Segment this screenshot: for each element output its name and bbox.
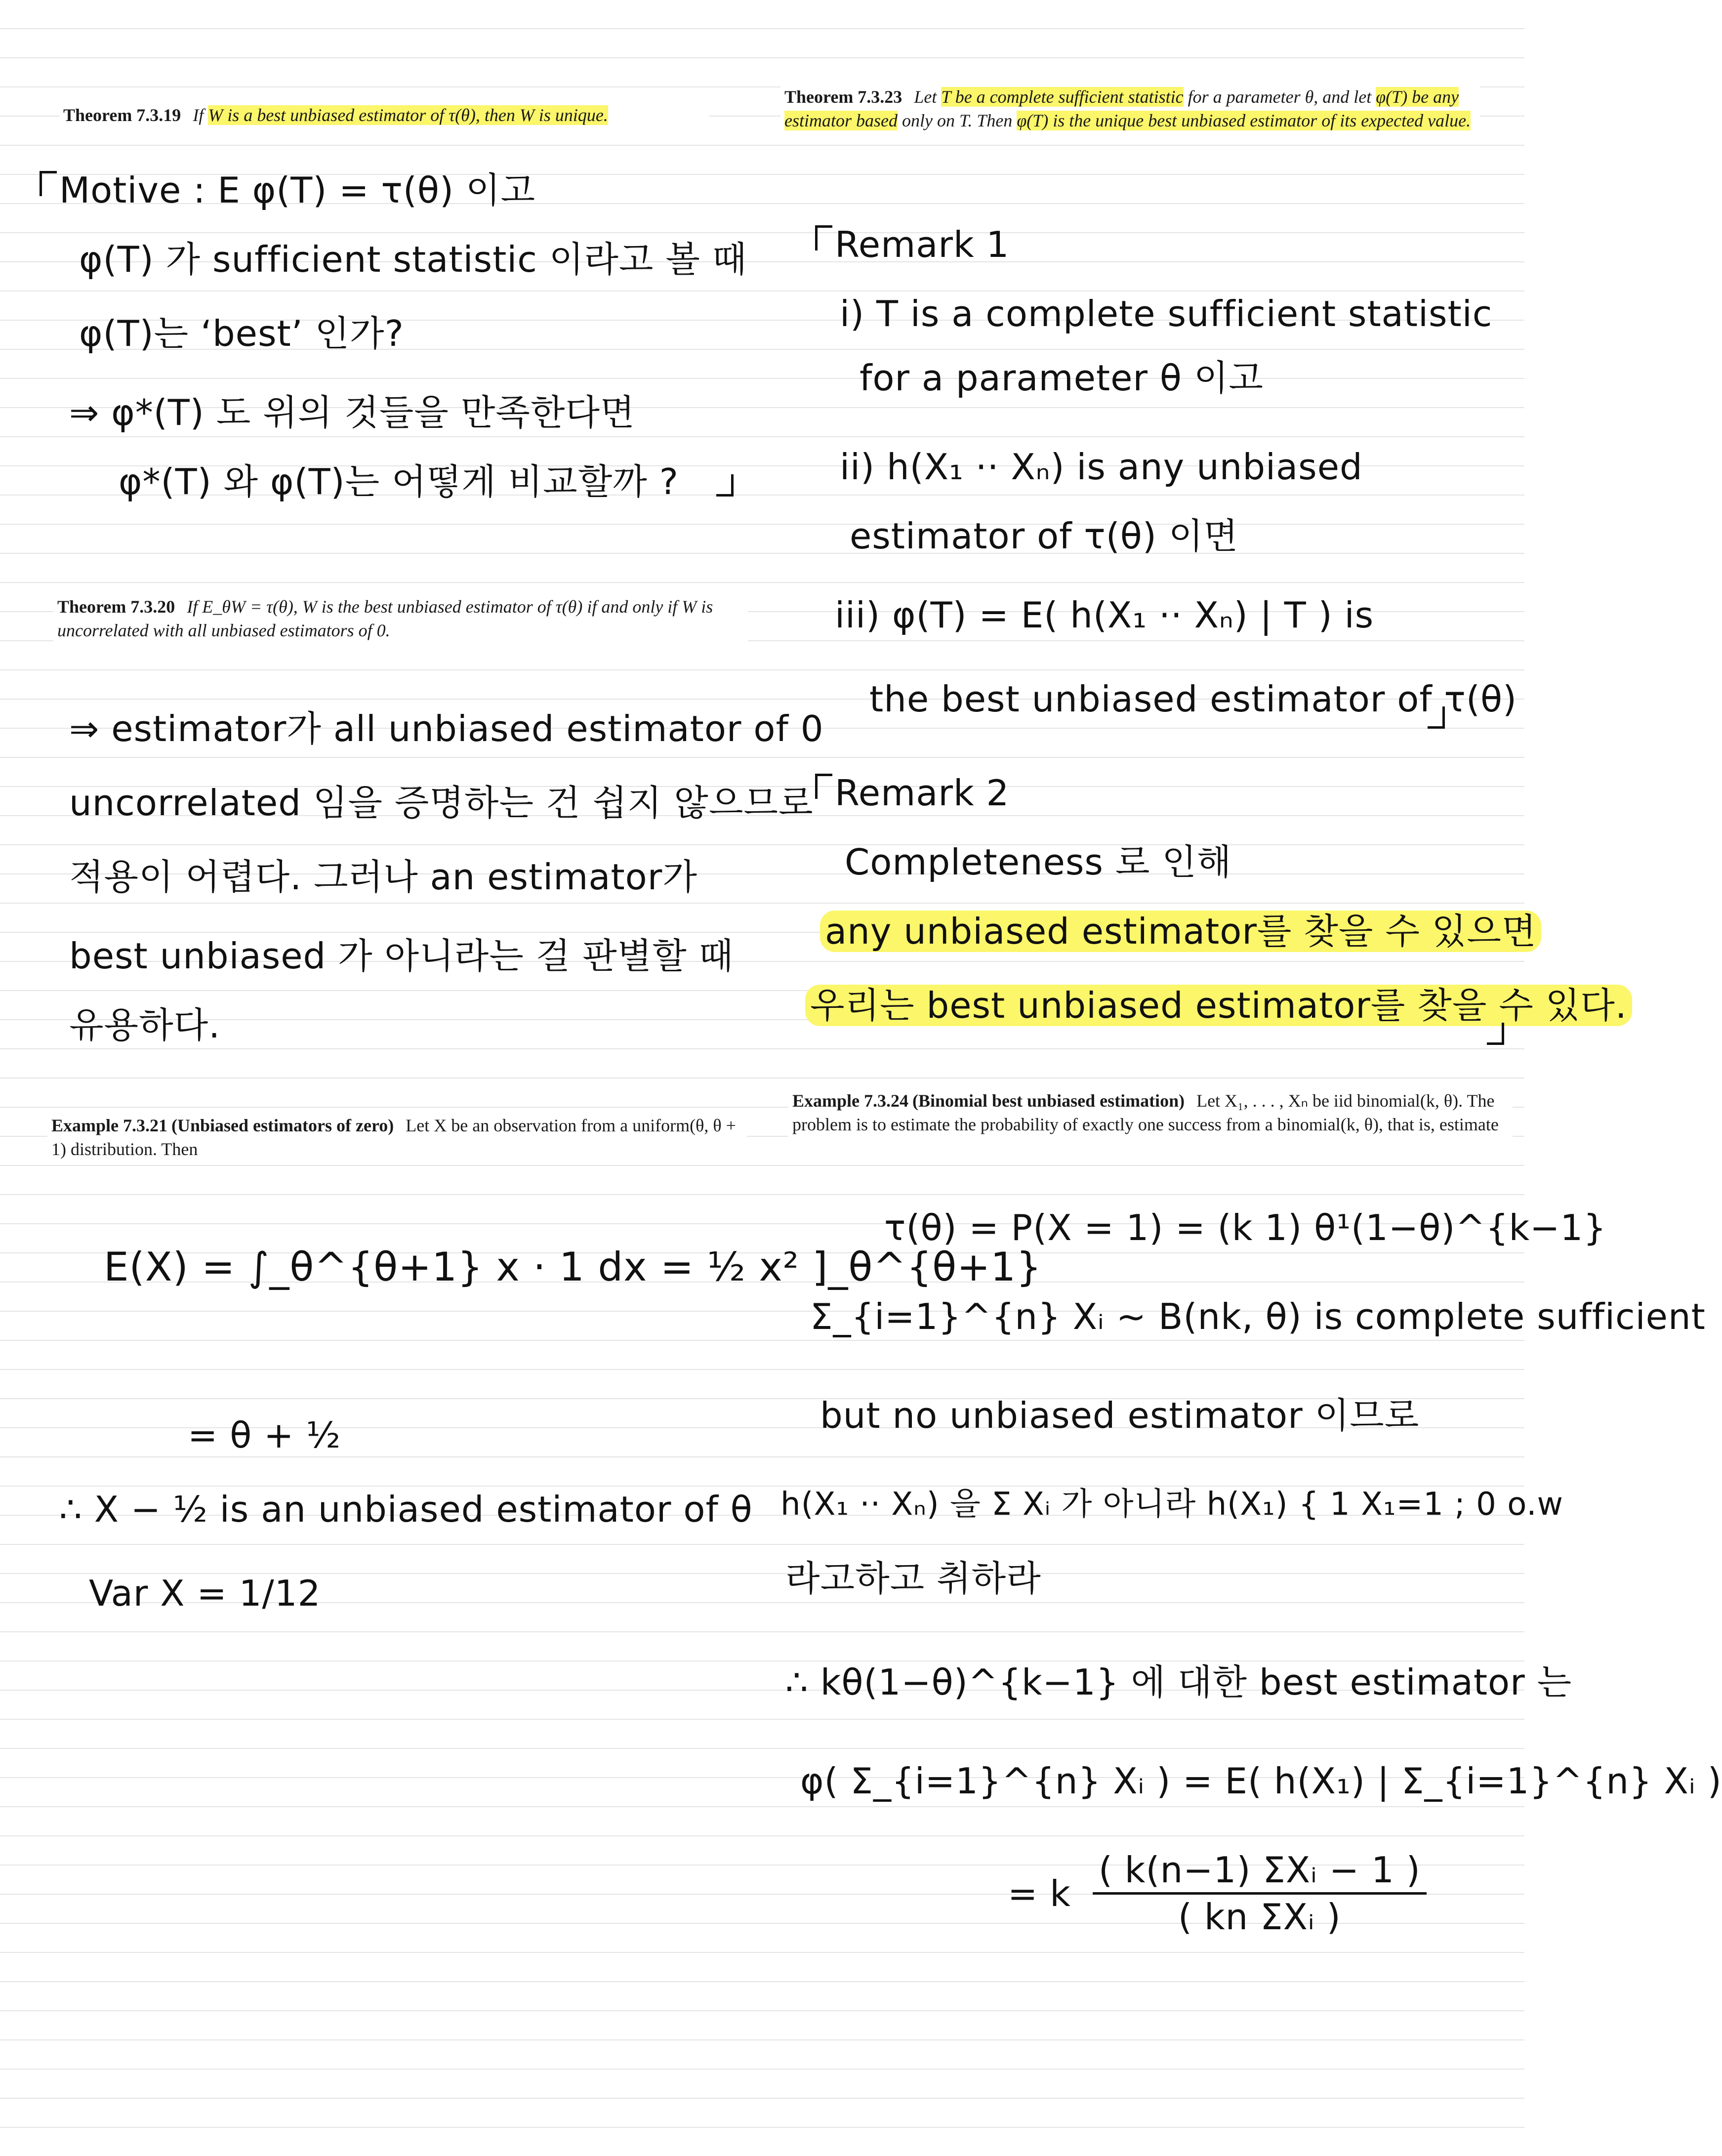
motive-line-5: φ*(T) 와 φ(T)는 어떻게 비교할까 ? bbox=[119, 461, 679, 502]
remark-1-line-4: estimator of τ(θ) 이면 bbox=[850, 515, 1238, 557]
best-estimator-line: ∴ kθ(1−θ)^{k−1} 에 대한 best estimator 는 bbox=[785, 1661, 1572, 1703]
example-label: Example 7.3.24 bbox=[792, 1091, 909, 1111]
expectation-integral: E(X) = ∫_θ^{θ+1} x · 1 dx = ½ x² ]_θ^{θ+1} bbox=[104, 1244, 1042, 1290]
motive-line-1: Motive : E φ(T) = τ(θ) 이고 bbox=[59, 168, 535, 212]
take-line: 라고하고 취하라 bbox=[785, 1558, 1041, 1599]
remark-2-line-3 bbox=[805, 983, 1632, 1028]
remark-1-title: Remark 1 bbox=[835, 222, 1009, 267]
theorem-seg-4-highlight: φ(T) be any estimator based bbox=[784, 87, 1459, 130]
remark-1-line-1: i) T is a complete sufficient statistic bbox=[840, 293, 1493, 334]
theorem-seg-5: only on T. Then bbox=[898, 111, 1017, 130]
motive-close-bracket bbox=[716, 474, 734, 497]
example-title: (Unbiased estimators of zero) bbox=[171, 1116, 394, 1135]
example-7-3-21 bbox=[47, 1112, 747, 1163]
expectation-result: = θ + ½ bbox=[188, 1414, 341, 1456]
remark-2-line-1: Completeness 로 인해 bbox=[845, 841, 1232, 883]
remark-1-line-3: ii) h(X₁ ·· Xₙ) is any unbiased bbox=[840, 446, 1363, 488]
fraction-numerator: ( k(n−1) ΣXᵢ − 1 ) bbox=[1093, 1848, 1427, 1895]
example-text: Let X₁, . . . , Xₙ be iid binomial(k, θ). The problem is to estimate the probability of exactly one success from a binomial(k, θ), that is, estimate bbox=[792, 1091, 1499, 1134]
note-2-line-1: ⇒ estimator가 all unbiased estimator of 0 bbox=[69, 708, 824, 749]
remark-1-line-2: for a parameter θ 이고 bbox=[860, 357, 1264, 399]
theorem-seg-1: Let bbox=[914, 87, 942, 107]
fraction bbox=[1093, 1848, 1427, 1939]
remark-2-highlight-2: 우리는 best unbiased estimator를 찾을 수 있다. bbox=[805, 985, 1632, 1026]
remark-2-close-bracket bbox=[1487, 1023, 1504, 1045]
remark-1-close-bracket bbox=[1428, 706, 1445, 729]
example-7-3-24 bbox=[788, 1087, 1513, 1138]
note-2-line-5: 유용하다. bbox=[69, 1004, 221, 1046]
remark-1-line-5: iii) φ(T) = E( h(X₁ ·· Xₙ) | T ) is bbox=[835, 594, 1374, 636]
theorem-text-prefix: If bbox=[193, 105, 208, 125]
remark-2-highlight-1: any unbiased estimator를 찾을 수 있으면 bbox=[820, 911, 1541, 952]
theorem-label: Theorem 7.3.20 bbox=[57, 597, 175, 617]
remark-2-line-2 bbox=[820, 909, 1541, 954]
remark-1-line-6: the best unbiased estimator of τ(θ) bbox=[869, 678, 1517, 720]
theorem-7-3-23 bbox=[780, 83, 1480, 134]
motive-line-2: φ(T) 가 sufficient statistic 이라고 볼 때 bbox=[79, 239, 747, 280]
conditional-expectation: φ( Σ_{i=1}^{n} Xᵢ ) = E( h(X₁) | Σ_{i=1}^{n} Xᵢ ) bbox=[800, 1760, 1722, 1802]
theorem-seg-2-highlight: T be a complete sufficient statistic bbox=[941, 87, 1184, 107]
no-unbiased-line: but no unbiased estimator 이므로 bbox=[820, 1395, 1420, 1436]
remark-2-title: Remark 2 bbox=[835, 771, 1009, 815]
theorem-seg-3: for a parameter θ, and let bbox=[1183, 87, 1376, 107]
equals-k: = k bbox=[1008, 1872, 1071, 1914]
note-2-line-3: 적용이 어렵다. 그러나 an estimator가 bbox=[69, 856, 697, 898]
sum-distribution: Σ_{i=1}^{n} Xᵢ ~ B(nk, θ) is complete sufficient bbox=[810, 1296, 1706, 1337]
final-fraction bbox=[1008, 1848, 1427, 1939]
variance-line: Var X = 1/12 bbox=[89, 1573, 321, 1614]
fraction-denominator: ( kn ΣXᵢ ) bbox=[1178, 1896, 1341, 1938]
theorem-7-3-19 bbox=[59, 101, 709, 129]
motive-line-3: φ(T)는 ‘best’ 인가? bbox=[79, 313, 404, 354]
note-2-line-4: best unbiased 가 아니라는 걸 판별할 때 bbox=[69, 935, 734, 977]
indicator-definition: h(X₁ ·· Xₙ) 을 Σ Xᵢ 가 아니라 h(X₁) { 1 X₁=1 ; 0 o.w bbox=[780, 1486, 1563, 1523]
theorem-label: Theorem 7.3.19 bbox=[63, 105, 181, 125]
motive-line-4: ⇒ φ*(T) 도 위의 것들을 만족한다면 bbox=[69, 392, 635, 433]
unbiased-conclusion: ∴ X − ½ is an unbiased estimator of θ bbox=[59, 1489, 753, 1530]
theorem-seg-6-highlight: φ(T) is the unique best unbiased estimator of its expected value. bbox=[1017, 111, 1471, 130]
theorem-text: If E_θW = τ(θ), W is the best unbiased estimator of τ(θ) if and only if W is uncorrelated with all unbiased estimators of 0. bbox=[57, 597, 713, 640]
example-title: (Binomial best unbiased estimation) bbox=[912, 1091, 1185, 1111]
theorem-text-highlight: W is a best unbiased estimator of τ(θ), then W is unique. bbox=[208, 105, 608, 125]
example-text: Let X be an observation from a uniform(θ, θ + 1) distribution. Then bbox=[51, 1116, 736, 1159]
theorem-7-3-20 bbox=[53, 593, 748, 644]
tau-definition: τ(θ) = P(X = 1) = (k 1) θ¹(1−θ)^{k−1} bbox=[884, 1207, 1607, 1248]
note-2-line-2: uncorrelated 임을 증명하는 건 쉽지 않으므로 bbox=[69, 782, 814, 824]
theorem-label: Theorem 7.3.23 bbox=[784, 87, 902, 107]
example-label: Example 7.3.21 bbox=[51, 1116, 168, 1135]
